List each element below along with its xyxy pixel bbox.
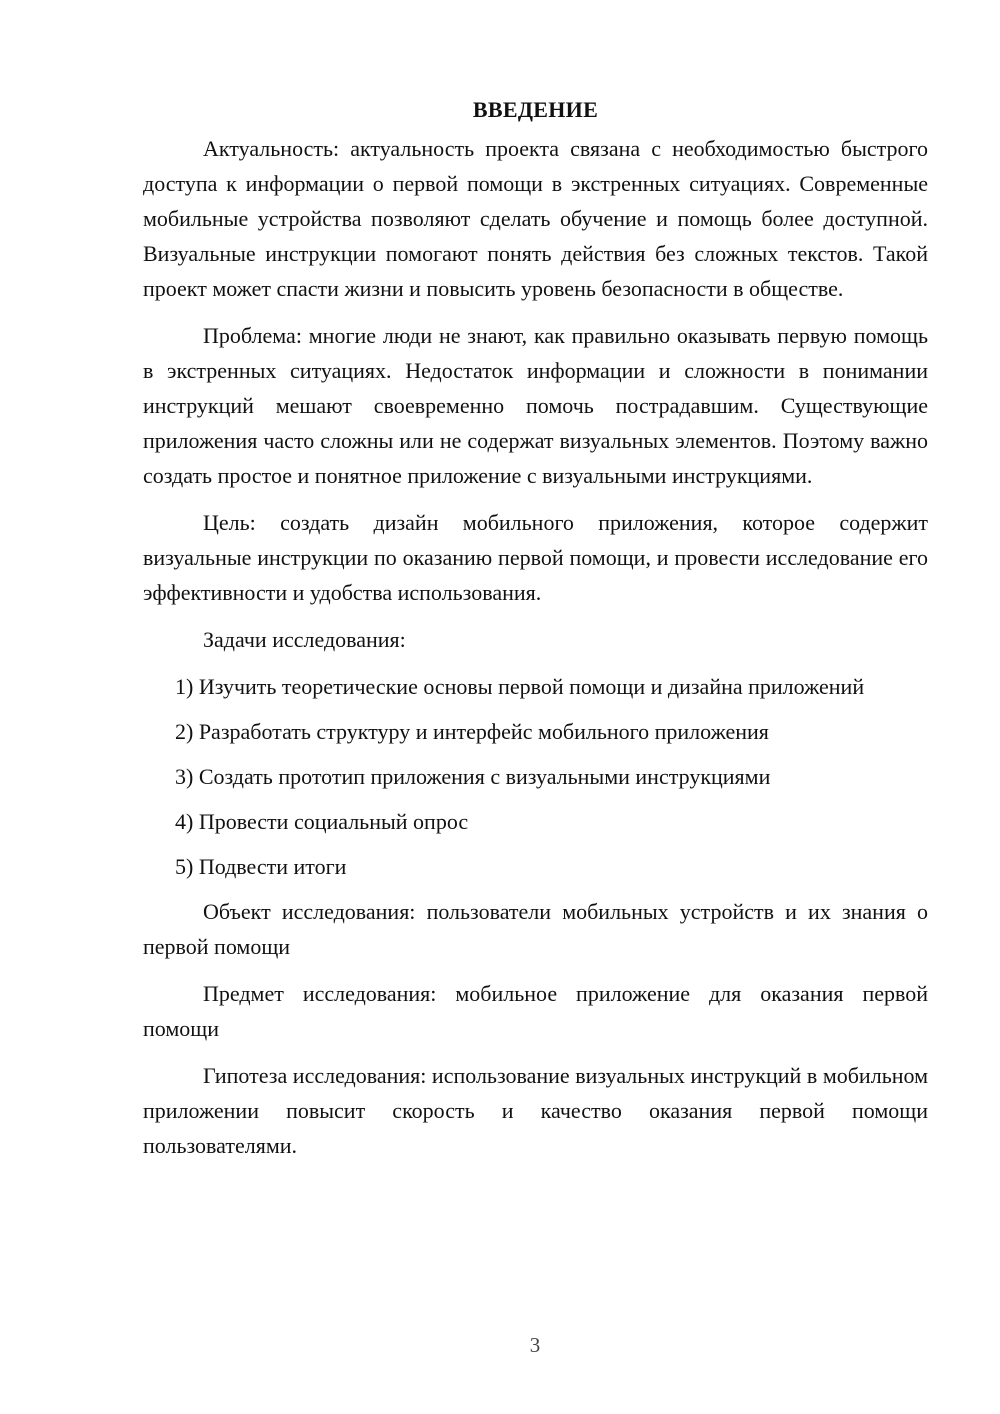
paragraph-hypothesis: Гипотеза исследования: использование визуальных инструкций в мобильном приложении повысит скорость и качество оказания первой помощи пользователями.	[143, 1063, 928, 1158]
paragraph-tasks-heading: Задачи исследования:	[203, 627, 406, 652]
page-number: 3	[529, 1333, 541, 1357]
paragraph-object: Объект исследования: пользователи мобильных устройств и их знания о первой помощи	[143, 899, 928, 959]
task-item-4: 4) Провести социальный опрос	[175, 809, 469, 834]
task-item-5: 5) Подвести итоги	[175, 854, 347, 879]
page-content	[143, 92, 928, 1175]
task-item-1: 1) Изучить теоретические основы первой помощи и дизайна приложений	[175, 674, 865, 699]
task-item-3: 3) Создать прототип приложения с визуальными инструкциями	[175, 764, 771, 789]
paragraph-problem: Проблема: многие люди не знают, как правильно оказывать первую помощь в экстренных ситуациях. Недостаток информации и сложности в понимании инструкций мешают своевременно помочь пострадавшим. Существующие приложения часто сложны или не содержат визуальных элементов. Поэтому важно создать простое и понятное приложение с визуальными инструкциями.	[143, 323, 928, 488]
page-title: ВВЕДЕНИЕ	[472, 97, 599, 122]
paragraph-subject: Предмет исследования: мобильное приложение для оказания первой помощи	[143, 981, 928, 1041]
task-item-2: 2) Разработать структуру и интерфейс мобильного приложения	[175, 719, 769, 744]
paragraph-goal: Цель: создать дизайн мобильного приложения, которое содержит визуальные инструкции по оказанию первой помощи, и провести исследование его эффективности и удобства использования.	[143, 510, 928, 605]
paragraph-relevance: Актуальность: актуальность проекта связана с необходимостью быстрого доступа к информации о первой помощи в экстренных ситуациях. Современные мобильные устройства позволяют сделать обучение и помощь более доступной. Визуальные инструкции помогают понять действия без сложных текстов. Такой проект может спасти жизни и повысить уровень безопасности в обществе.	[143, 136, 928, 301]
